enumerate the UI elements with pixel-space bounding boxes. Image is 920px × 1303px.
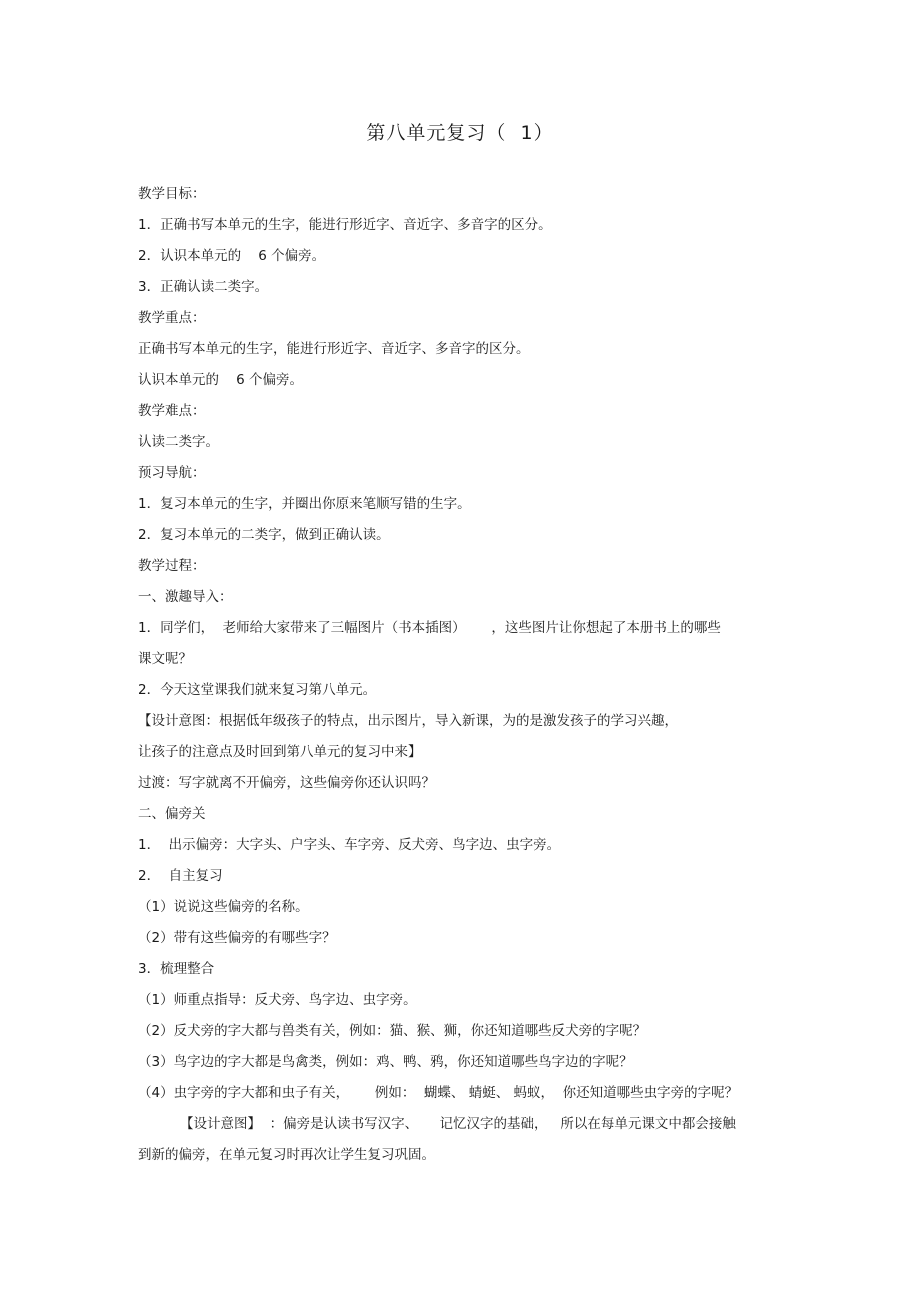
process-part-1-item-2: 2．今天这堂课我们就来复习第八单元。: [138, 682, 377, 698]
key-point-item-1: 正确书写本单元的生字，能进行形近字、音近字、多音字的区分。: [138, 341, 530, 357]
process-part-2-item-2: 2． 自主复习: [138, 868, 223, 884]
design-intent-1: 【设计意图：根据低年级孩子的特点，出示图片，导入新课，为的是激发孩子的学习兴趣，: [138, 713, 678, 729]
objective-item-3: 3．正确认读二类字。: [138, 279, 269, 295]
document-body: [138, 183, 778, 1175]
preview-item-1: 1．复习本单元的生字，并圈出你原来笔顺写错的生字。: [138, 496, 471, 512]
page-title: 第八单元复习（ 1）: [366, 122, 554, 144]
section-heading-key-points: 教学重点：: [138, 310, 206, 326]
design-intent-2-cont: 到新的偏旁，在单元复习时再次让学生复习巩固。: [138, 1147, 435, 1163]
objective-item-2: 2．认识本单元的 6 个偏旁。: [138, 248, 326, 264]
process-part-2-heading: 二、偏旁关: [138, 806, 206, 822]
objective-item-1: 1．正确书写本单元的生字，能进行形近字、音近字、多音字的区分。: [138, 217, 552, 233]
section-heading-preview: 预习导航：: [138, 465, 206, 481]
process-part-1-heading: 一、激趣导入：: [138, 589, 233, 605]
preview-item-2: 2．复习本单元的二类字，做到正确认读。: [138, 527, 390, 543]
design-intent-2: 【设计意图】 ：偏旁是认读书写汉字、 记忆汉字的基础， 所以在每单元课文中都会接触: [180, 1116, 736, 1132]
process-part-2-subitem-4: （2）反犬旁的字大都与兽类有关，例如：猫、猴、狮，你还知道哪些反犬旁的字呢？: [138, 1023, 647, 1039]
difficulty-item: 认读二类字。: [138, 434, 219, 450]
design-intent-1-cont: 让孩子的注意点及时回到第八单元的复习中来】: [138, 744, 422, 760]
process-part-2-subitem-1: （1）说说这些偏旁的名称。: [138, 899, 309, 915]
process-part-1-item-1-cont: 课文呢？: [138, 651, 192, 667]
process-part-2-subitem-2: （2）带有这些偏旁的有哪些字？: [138, 930, 336, 946]
process-part-2-subitem-6: （4）虫字旁的字大都和虫子有关， 例如： 蝴蝶、 蜻蜓、 蚂蚁， 你还知道哪些虫字旁的字呢？: [138, 1085, 739, 1101]
process-part-2-subitem-3: （1）师重点指导：反犬旁、鸟字边、虫字旁。: [138, 992, 417, 1008]
section-heading-process: 教学过程：: [138, 558, 206, 574]
process-part-1-item-1: 1．同学们， 老师给大家带来了三幅图片（书本插图） ，这些图片让你想起了本册书上的哪些: [138, 620, 721, 636]
section-heading-difficulties: 教学难点：: [138, 403, 206, 419]
process-part-2-subitem-5: （3）鸟字边的字大都是鸟禽类，例如：鸡、鸭、鸦，你还知道哪些鸟字边的字呢？: [138, 1054, 633, 1070]
process-part-2-item-3: 3．梳理整合: [138, 961, 215, 977]
transition-text: 过渡：写字就离不开偏旁，这些偏旁你还认识吗？: [138, 775, 435, 791]
process-part-2-item-1: 1． 出示偏旁：大字头、户字头、车字旁、反犬旁、鸟字边、虫字旁。: [138, 837, 561, 853]
key-point-item-2: 认识本单元的 6 个偏旁。: [138, 372, 304, 388]
section-heading-objectives: 教学目标：: [138, 186, 206, 202]
